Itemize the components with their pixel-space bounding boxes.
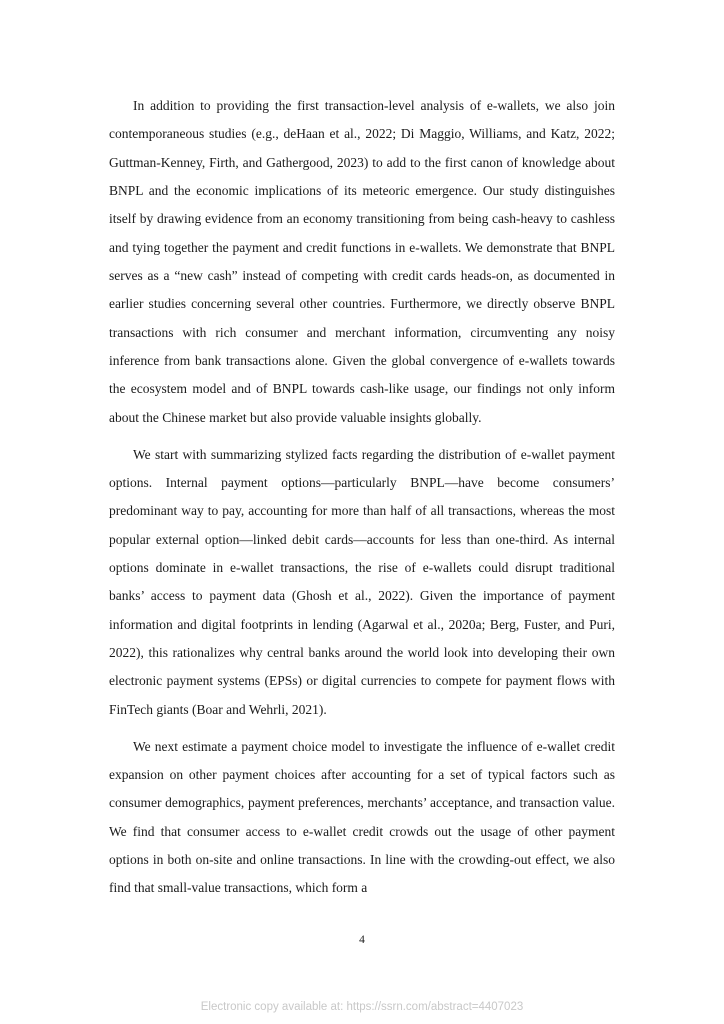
paragraph-3: We next estimate a payment choice model to investigate the influence of e-wallet credit expansion on other payment choices after accounting for a set of typical factors such as consumer demographics, payment preferences, merchants’ acceptance, and transaction value. We find that consumer access to e-wallet credit crowds out the usage of other payment options in both on-site and online transactions. In line with the crowding-out effect, we also find that small-value transactions, which form a — [109, 738, 615, 896]
page-number: 4 — [359, 934, 365, 946]
ssrn-footer: Electronic copy available at: https://ssrn.com/abstract=4407023 — [200, 1001, 524, 1013]
paragraph-2: We start with summarizing stylized facts regarding the distribution of e-wallet payment options. Internal payment options—particularly BNPL—have become consumers’ predominant way to pay, accounting for more than half of all transactions, whereas the most popular external option—linked debit cards—accounts for less than one-third. As internal options dominate in e-wallet transactions, the rise of e-wallets could disrupt traditional banks’ access to payment data (Ghosh et al., 2022). Given the importance of payment information and digital footprints in lending (Agarwal et al., 2020a; Berg, Fuster, and Puri, 2022), this rationalizes why central banks around the world look into developing their own electronic payment systems (EPSs) or digital currencies to compete for payment flows with FinTech giants (Boar and Wehrli, 2021). — [109, 446, 615, 717]
body-text — [109, 92, 615, 903]
paragraph-1: In addition to providing the first transaction-level analysis of e-wallets, we also join contemporaneous studies (e.g., deHaan et al., 2022; Di Maggio, Williams, and Katz, 2022; Guttman-Kenney, Firth, and Gathergood, 2023) to add to the first canon of knowledge about BNPL and the economic implications of its meteoric emergence. Our study distinguishes itself by drawing evidence from an economy transitioning from being cash-heavy to cashless and tying together the payment and credit functions in e-wallets. We demonstrate that BNPL serves as a “new cash” instead of competing with credit cards heads-on, as documented in earlier studies concerning several other countries. Furthermore, we directly observe BNPL transactions with rich consumer and merchant information, circumventing any noisy inference from bank transactions alone. Given the global convergence of e-wallets towards the ecosystem model and of BNPL towards cash-like usage, our findings not only inform about the Chinese market but also provide valuable insights globally. — [109, 98, 615, 425]
